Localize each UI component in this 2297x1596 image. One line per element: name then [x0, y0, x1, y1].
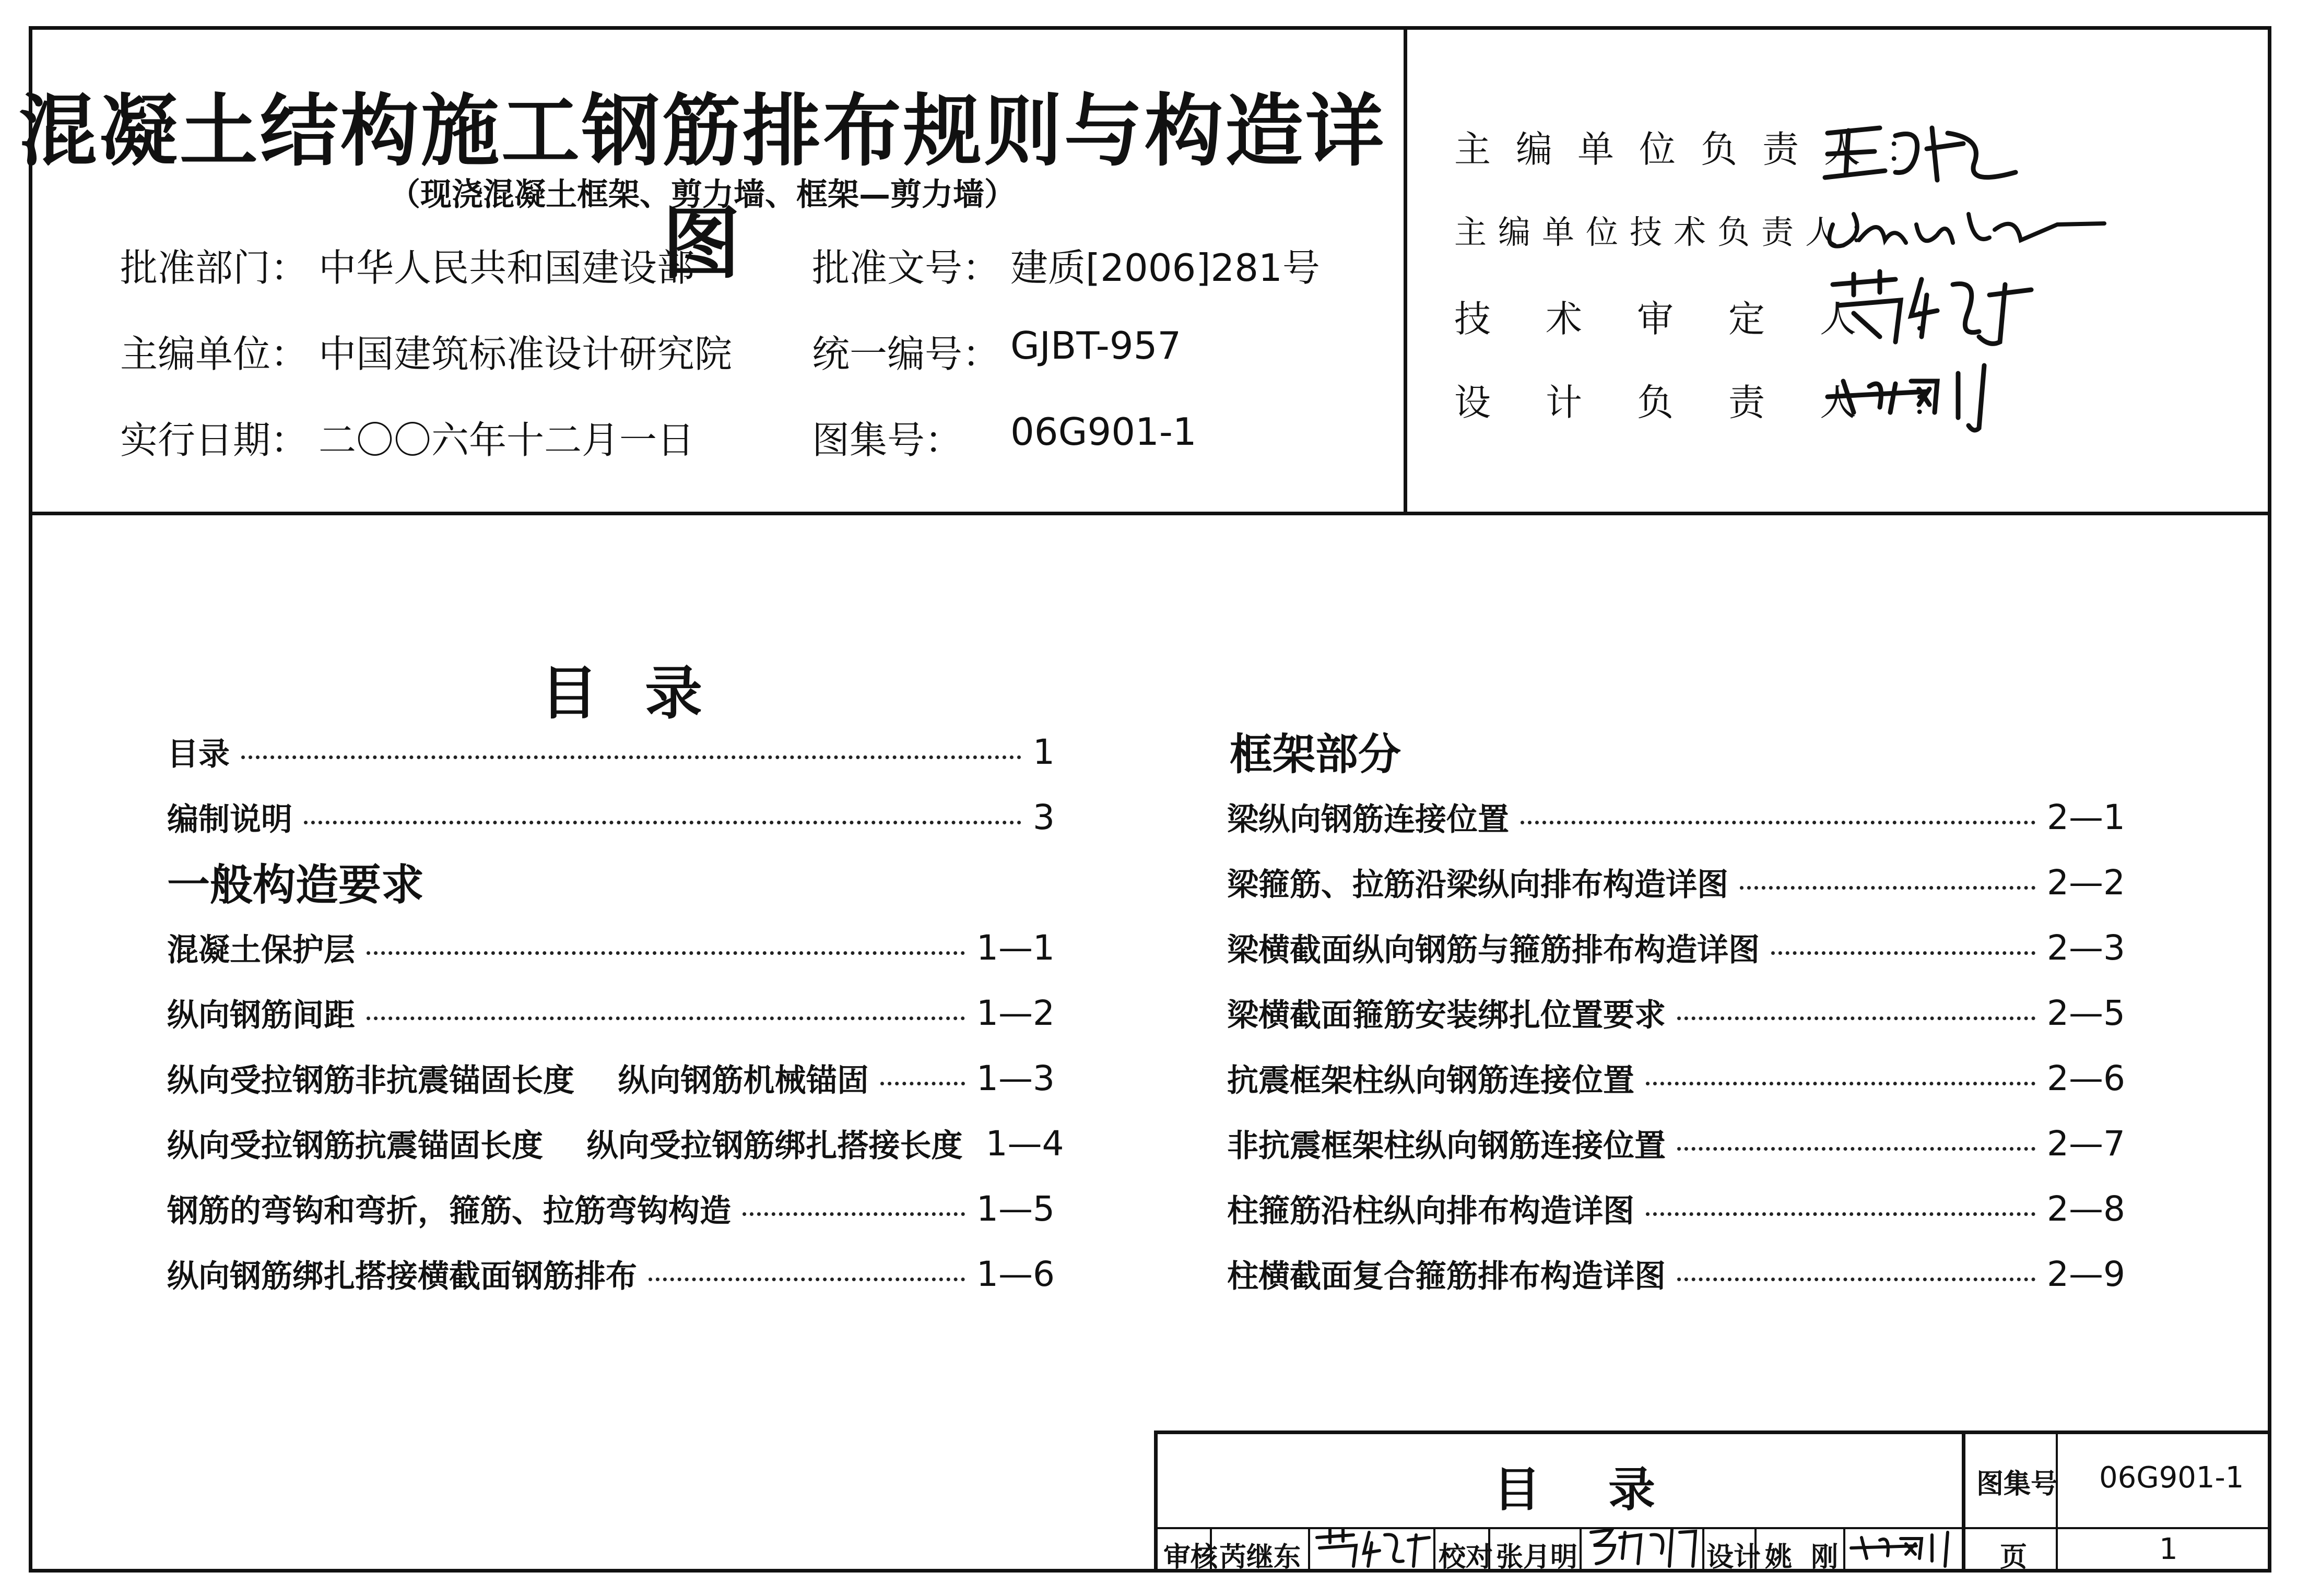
tb-cell: [1843, 1527, 1845, 1571]
toc-entry-text: 非抗震框架柱纵向钢筋连接位置: [1227, 1128, 1666, 1164]
signoff-role-design-head: 设计负责人：: [1454, 381, 2002, 424]
toc-entry-text: 目录: [167, 736, 230, 773]
toc-entry-page: 2—7: [2047, 1123, 2125, 1164]
field-value-editor: 中国建筑标准设计研究院: [319, 332, 733, 376]
toc-entry-page: 1—2: [976, 992, 1055, 1033]
toc-entry-text: 柱箍筋沿柱纵向排布构造详图: [1227, 1193, 1634, 1229]
toc-entry-page: 2—6: [2047, 1058, 2125, 1098]
field-label-date: 实行日期：: [120, 418, 309, 462]
toc-entry-page: 1—3: [976, 1058, 1055, 1098]
signoff-role-reviewer: 技术审定人：: [1454, 298, 2002, 340]
tb-page-label: 页: [2000, 1542, 2028, 1573]
toc-entry[interactable]: [167, 924, 1055, 971]
toc-leader: [1677, 1016, 2035, 1020]
toc-leader: [1677, 1278, 2035, 1281]
toc-leader: [1740, 886, 2035, 890]
header-divider: [29, 512, 2271, 515]
toc-entry-text: 编制说明: [167, 801, 292, 838]
tb-review-label: 审核: [1163, 1542, 1218, 1573]
toc-entry-page: 1—6: [976, 1254, 1055, 1294]
tb-div-1: [1962, 1431, 1965, 1573]
toc-leader: [743, 1212, 965, 1216]
tb-left: [1154, 1431, 1158, 1573]
field-label-atlas-no: 图集号：: [812, 418, 963, 462]
toc-entry[interactable]: [167, 1120, 1064, 1167]
toc-leader: [367, 1016, 965, 1020]
field-label-editor: 主编单位：: [120, 332, 309, 376]
toc-entry[interactable]: [1227, 1185, 2125, 1232]
toc-leader: [304, 821, 1021, 824]
tb-div-2: [2056, 1431, 2058, 1573]
frame-top: [29, 26, 2271, 30]
toc-section-general: 一般构造要求: [167, 860, 425, 910]
toc-entry-page: 1—4: [985, 1123, 1064, 1164]
toc-entry[interactable]: [167, 1250, 1055, 1297]
toc-entry-page: 2—5: [2047, 992, 2125, 1033]
signoff-role-tech-head: 主编单位技术负责人：: [1454, 213, 1893, 251]
frame-right: [2268, 26, 2271, 1573]
toc-entry[interactable]: [167, 1185, 1055, 1232]
toc-section-frame: 框架部分: [1230, 730, 1401, 779]
toc-entry[interactable]: [1227, 859, 2125, 906]
signature-design-head: [1822, 360, 2010, 433]
tb-checker: 张月明: [1496, 1542, 1578, 1573]
tb-atlas-label: 图集号: [1976, 1469, 2058, 1500]
toc-entry-text: 混凝土保护层: [167, 932, 355, 968]
tb-cell: [1433, 1527, 1435, 1571]
signature-editor-head: [1817, 112, 2036, 191]
toc-entry[interactable]: [167, 989, 1055, 1036]
doc-title: 混凝土结构施工钢筋排布规则与构造详图: [18, 86, 1386, 290]
toc-entry[interactable]: [1227, 1055, 2125, 1102]
toc-entry-page: 2—9: [2047, 1254, 2125, 1294]
field-value-approval-no: 建质[2006]281号: [1010, 246, 1320, 290]
field-label-approval-dept: 批准部门：: [120, 246, 309, 290]
toc-leader: [649, 1278, 965, 1281]
signature-tech-head: [1817, 193, 2110, 261]
field-label-approval-no: 批准文号：: [812, 246, 1000, 290]
toc-entry[interactable]: [1227, 989, 2125, 1036]
tb-check-label: 校对: [1439, 1542, 1493, 1573]
tb-reviewer: 芮继东: [1219, 1542, 1301, 1573]
toc-entry[interactable]: [1227, 1120, 2125, 1167]
signature-reviewer-small: [1312, 1524, 1432, 1569]
toc-entry-page: 2—2: [2047, 862, 2125, 903]
tb-cell: [1702, 1527, 1704, 1571]
field-value-atlas-no: 06G901-1: [1010, 410, 1197, 454]
field-value-date: 二〇〇六年十二月一日: [319, 418, 695, 462]
tb-sheet-title: 目录: [1493, 1462, 1723, 1517]
tb-cell: [1308, 1527, 1310, 1571]
toc-entry-text: 柱横截面复合箍筋排布构造详图: [1227, 1258, 1666, 1295]
toc-entry-text: 纵向受拉钢筋抗震锚固长度 纵向受拉钢筋绑扎搭接长度: [167, 1128, 963, 1164]
tb-cell: [1580, 1527, 1582, 1571]
toc-entry[interactable]: [1227, 924, 2125, 971]
toc-entry-page: 1—5: [976, 1188, 1055, 1229]
doc-subtitle: （现浇混凝土框架、剪力墙、框架—剪力墙）: [389, 176, 1016, 213]
field-value-unified-no: GJBT-957: [1010, 324, 1182, 368]
toc-entry-text: 纵向钢筋绑扎搭接横截面钢筋排布: [167, 1258, 637, 1295]
toc-entry-text: 梁横截面箍筋安装绑扎位置要求: [1227, 997, 1666, 1034]
toc-leader: [1521, 821, 2035, 824]
tb-designer: 姚 刚: [1765, 1542, 1839, 1573]
toc-entry[interactable]: [167, 728, 1055, 775]
toc-entry-page: 3: [1033, 797, 1055, 837]
toc-leader: [1771, 951, 2035, 955]
toc-leader: [1677, 1147, 2035, 1151]
toc-leader: [880, 1082, 965, 1085]
toc-entry-text: 纵向钢筋间距: [167, 997, 355, 1034]
toc-entry-text: 梁箍筋、拉筋沿梁纵向排布构造详图: [1227, 867, 1728, 903]
toc-entry-page: 2—3: [2047, 927, 2125, 968]
toc-entry-page: 2—8: [2047, 1188, 2125, 1229]
toc-heading: 目录: [540, 660, 749, 727]
signature-checker-small: [1583, 1522, 1701, 1569]
field-value-approval-dept: 中华人民共和国建设部: [319, 246, 695, 290]
toc-entry-text: 抗震框架柱纵向钢筋连接位置: [1227, 1062, 1634, 1099]
signoff-role-editor-head: 主编单位负责人：: [1454, 128, 1947, 171]
tb-top: [1154, 1431, 2271, 1434]
tb-page-no: 1: [2159, 1532, 2178, 1566]
toc-leader: [1646, 1212, 2035, 1216]
tb-design-label: 设计: [1706, 1542, 1761, 1573]
signature-designer-small: [1848, 1527, 1958, 1569]
toc-entry-text: 钢筋的弯钩和弯折，箍筋、拉筋弯钩构造: [167, 1193, 731, 1229]
field-label-unified-no: 统一编号：: [812, 332, 1000, 376]
toc-entry-page: 2—1: [2047, 797, 2125, 837]
frame-bottom: [29, 1569, 2271, 1573]
toc-leader: [241, 755, 1021, 759]
toc-entry-page: 1: [1033, 731, 1055, 772]
toc-entry-text: 梁纵向钢筋连接位置: [1227, 801, 1509, 838]
toc-entry[interactable]: [167, 794, 1055, 841]
toc-entry[interactable]: [167, 1055, 1055, 1102]
toc-entry[interactable]: [1227, 794, 2125, 841]
tb-atlas-no: 06G901-1: [2099, 1461, 2244, 1495]
toc-leader: [1646, 1082, 2035, 1085]
toc-entry-text: 纵向受拉钢筋非抗震锚固长度 纵向钢筋机械锚固: [167, 1062, 869, 1099]
toc-leader: [367, 951, 965, 955]
signature-reviewer: [1822, 264, 2042, 352]
toc-entry[interactable]: [1227, 1250, 2125, 1297]
toc-entry-text: 梁横截面纵向钢筋与箍筋排布构造详图: [1227, 932, 1760, 968]
toc-entry-page: 1—1: [976, 927, 1055, 968]
